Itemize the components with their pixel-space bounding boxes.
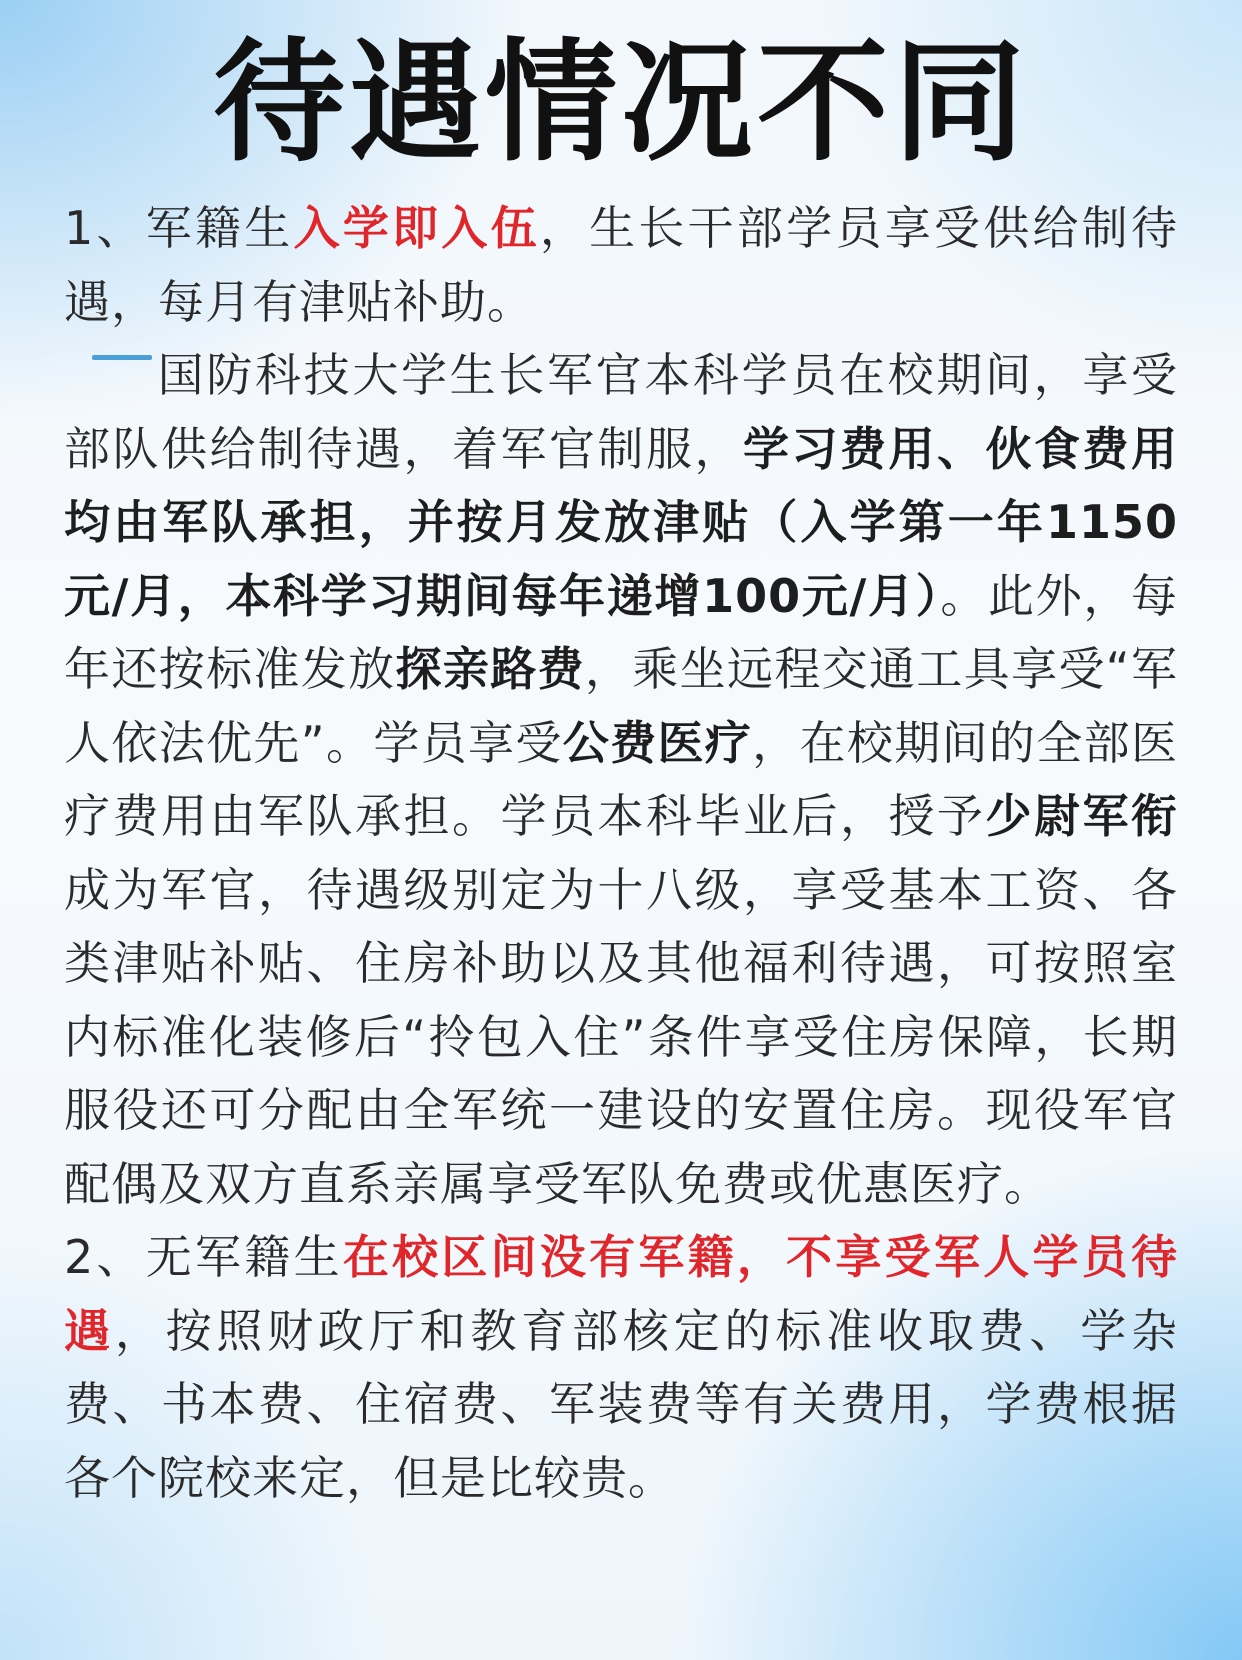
paragraph-indent [64, 381, 156, 391]
detail-bold-3: 公费医疗 [562, 715, 753, 770]
article-body [64, 192, 1178, 1515]
detail-text-4: ，在校期间的全部医疗费用由军队承担。学员本科毕业后，授予 [64, 715, 1178, 843]
section-2-highlight: 在校区间没有军籍，不享受军人学员待遇 [64, 1230, 1178, 1358]
detail-text-3: ，乘坐远程交通工具享受“军人依法优先”。学员享受 [64, 642, 1178, 770]
accent-dash-icon [92, 355, 152, 360]
page-title: 待遇情况不同 [213, 26, 1029, 180]
section-1-detail [64, 339, 1178, 1221]
section-1 [64, 192, 1178, 339]
section-1-rest: ，生长干部学员享受供给制待遇，每月有津贴补助。 [64, 201, 1179, 329]
detail-text-1: 国防科技大学生长军官本科学员在校期间，享受部队供给制待遇，着军官制服， [64, 348, 1178, 476]
section-2-prefix: 2、无军籍生 [64, 1230, 343, 1284]
section-1-highlight: 入学即入伍 [293, 201, 540, 255]
detail-bold-2: 探亲路费 [395, 642, 585, 696]
section-2 [64, 1221, 1178, 1515]
section-2-rest: ，按照财政厅和教育部核定的标准收取费、学杂费、书本费、住宿费、军装费等有关费用，学费根据各个院校来定，但是比较贵。 [64, 1303, 1179, 1505]
detail-bold-1: 学习费用、伙食费用均由军队承担，并按月发放津贴（入学第一年1150元/月，本科学习期间每年递增100元/月） [64, 421, 1178, 623]
detail-bold-4: 少尉军衔 [985, 789, 1178, 843]
detail-text-5: 成为军官，待遇级别定为十八级，享受基本工资、各类津贴补贴、住房补助以及其他福利待遇，可按照室内标准化装修后“拎包入住”条件享受住房保障，长期服役还可分配由全军统一建设的安置住房。现役军官配偶及双方直系亲属享受军队免费或优惠医疗。 [64, 862, 1178, 1211]
detail-text-2: 。此外，每年还按标准发放 [64, 568, 1179, 696]
section-1-prefix: 1、军籍生 [64, 201, 294, 255]
